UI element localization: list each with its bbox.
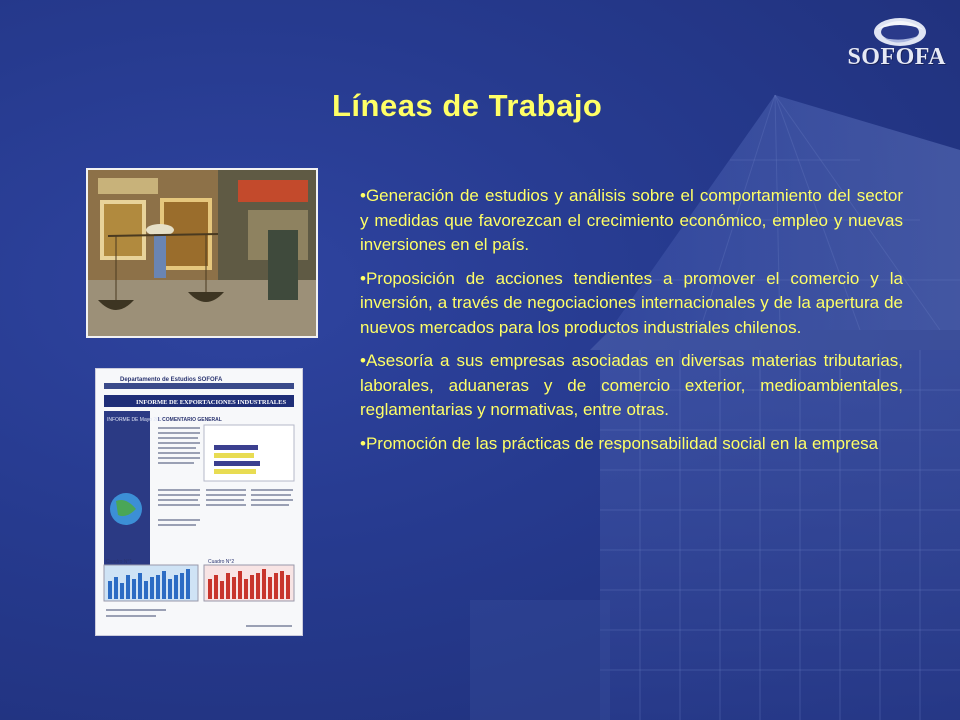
bullet-item: • Asesoría a sus empresas asociadas en diversas materias tributarias, laborales, aduaneras y de comercio exterior, medioambientales, reglamentarias y normativas, entre otras. [360, 349, 903, 423]
report-issue-label: INFORME DE Mayo 2007 [107, 417, 165, 423]
report-thumbnail [95, 368, 303, 636]
report-chart2-label: Cuadro N°2 [208, 559, 235, 565]
logo-wordmark: SOFOFA [847, 44, 946, 70]
slide-title: Líneas de Trabajo [332, 88, 603, 123]
bullet-item: • Promoción de las prácticas de responsabilidad social en la empresa [360, 432, 903, 457]
report-header-label: Departamento de Estudios SOFOFA [120, 377, 223, 383]
bullet-item: • Proposición de acciones tendientes a promover el comercio y la inversión, a través de negociaciones internacionales y de la apertura de nuevos mercados para los productos industriales chilenos. [360, 267, 903, 341]
report-section-label: I. COMENTARIO GENERAL [158, 417, 222, 423]
street-photo [86, 168, 318, 338]
report-chart1-label: Cuadro N°1 [106, 559, 133, 565]
bullet-list [360, 184, 903, 465]
bullet-item: • Generación de estudios y análisis sobre el comportamiento del sector y medidas que favorezcan el crecimiento económico, empleo y nuevas inversiones en el país. [360, 184, 903, 258]
report-title-label: INFORME DE EXPORTACIONES INDUSTRIALES [136, 399, 287, 406]
